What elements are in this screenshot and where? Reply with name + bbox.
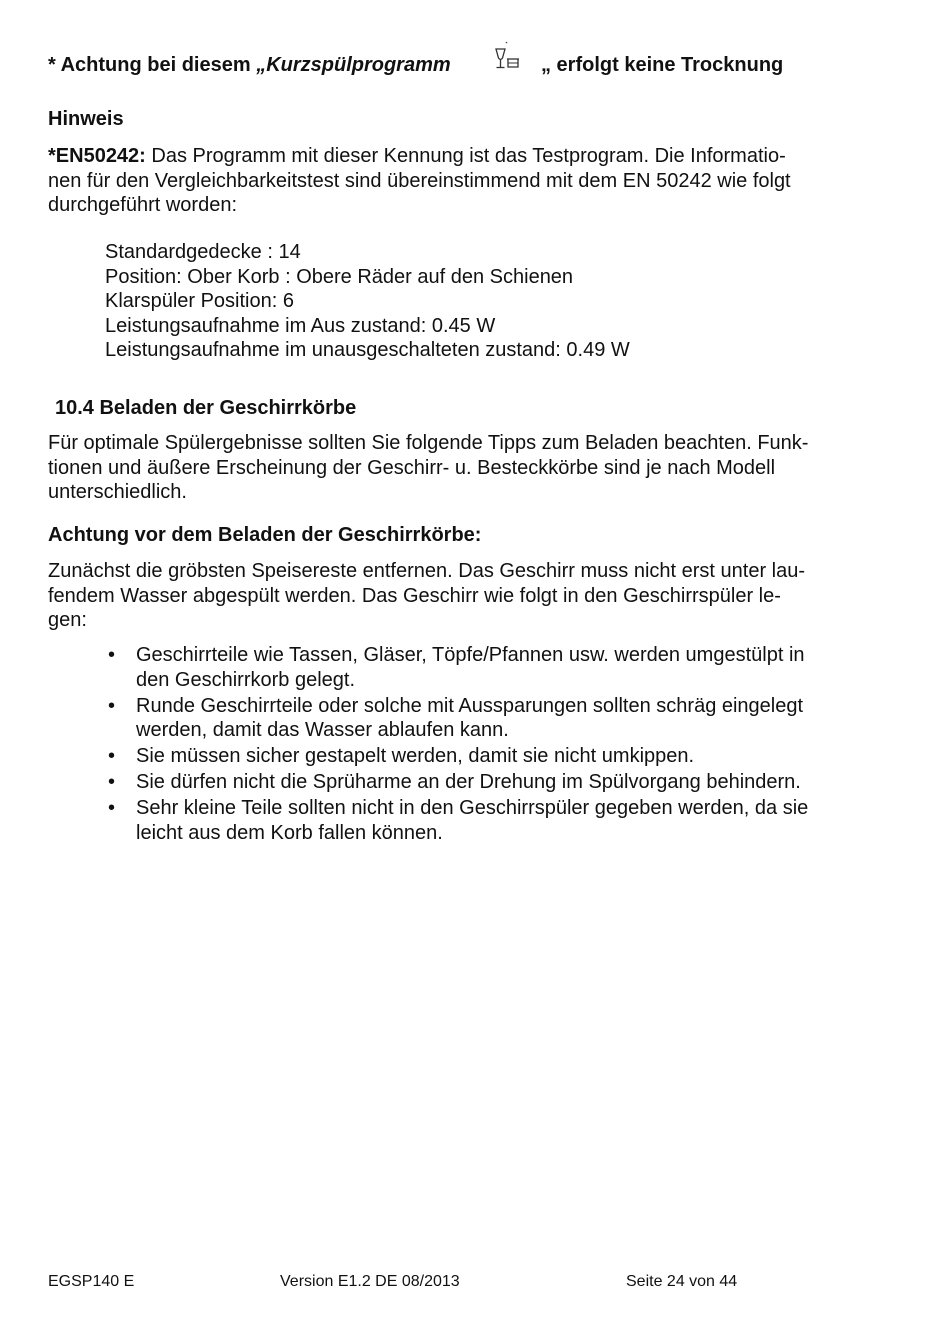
glass-and-cup-icon xyxy=(493,40,523,76)
list-item: • Geschirrteile wie Tassen, Gläser, Töpfe/Pfannen usw. werden umgestülpt in den Geschirrkorb gelegt. xyxy=(108,644,805,691)
spec-place-settings: Standardgedecke : 14 xyxy=(105,241,301,263)
warning-line xyxy=(48,54,451,77)
spec-power-left-on: Leistungsaufnahme im unausgeschalteten zustand: 0.49 W xyxy=(105,339,630,362)
note-line-3: durchgeführt worden: xyxy=(48,194,238,216)
list-item: • Runde Geschirrteile oder solche mit Aussparungen sollten schräg eingelegt werden, damit das Wasser ablaufen kann. xyxy=(108,694,804,741)
footer-version: Version E1.2 DE 08/2013 xyxy=(280,1273,460,1290)
list-item: • Sie dürfen nicht die Sprüharme an der Drehung im Spülvorgang behindern. xyxy=(108,771,801,793)
spec-basket-position: Position: Ober Korb : Obere Räder auf den Schienen xyxy=(105,265,574,288)
standard-label: *EN50242: xyxy=(48,145,146,167)
spec-rinse-aid: Klarspüler Position: 6 xyxy=(105,290,294,313)
warning-prefix: * Achtung bei diesem xyxy=(48,54,257,76)
footer-page-number: Seite 24 von 44 xyxy=(626,1273,738,1290)
note-line-2: nen für den Vergleichbarkeitstest sind übereinstimmend mit dem EN 50242 wie folgt xyxy=(48,169,791,192)
spec-power-off: Leistungsaufnahme im Aus zustand: 0.45 W xyxy=(105,314,496,337)
section-heading: 10.4 Beladen der Geschirrkörbe xyxy=(55,397,357,419)
bullet-icon: • xyxy=(108,694,116,717)
caution-heading: Achtung vor dem Beladen der Geschirrkörbe: xyxy=(48,524,482,546)
list-item: • Sehr kleine Teile sollten nicht in den Geschirrspüler gegeben werden, da sie leicht aus dem Korb fallen können. xyxy=(108,797,809,844)
bullet-icon: • xyxy=(108,644,116,666)
caution-paragraph: Zunächst die gröbsten Speisereste entfernen. Das Geschirr muss nicht erst unter lau- fendem Wasser abgespült werden. Das Geschirr wie folgt in den Geschirrspüler le- gen: xyxy=(48,560,806,631)
warning-suffix: „ erfolgt keine Trocknung xyxy=(541,54,784,76)
bullet-icon: • xyxy=(108,745,116,767)
note-line-1: *EN50242: Das Programm mit dieser Kennung ist das Testprogram. Die Informatio- xyxy=(48,145,786,167)
note-heading: Hinweis xyxy=(48,108,124,130)
test-specifications xyxy=(105,240,630,363)
note-paragraph xyxy=(48,144,868,218)
program-name: „Kurzspülprogramm xyxy=(256,54,451,76)
list-item: • Sie müssen sicher gestapelt werden, damit sie nicht umkippen. xyxy=(108,745,695,767)
section-intro: Für optimale Spülergebnisse sollten Sie folgende Tipps zum Beladen beachten. Funk- tionen und äußere Erscheinung der Geschirr- u. Besteckkörbe sind je nach Modell unterschiedlich. xyxy=(48,432,809,503)
loading-tips-list xyxy=(0,643,950,847)
bullet-icon: • xyxy=(108,771,116,793)
footer-model: EGSP140 E xyxy=(48,1273,135,1290)
bullet-icon: • xyxy=(108,797,116,819)
